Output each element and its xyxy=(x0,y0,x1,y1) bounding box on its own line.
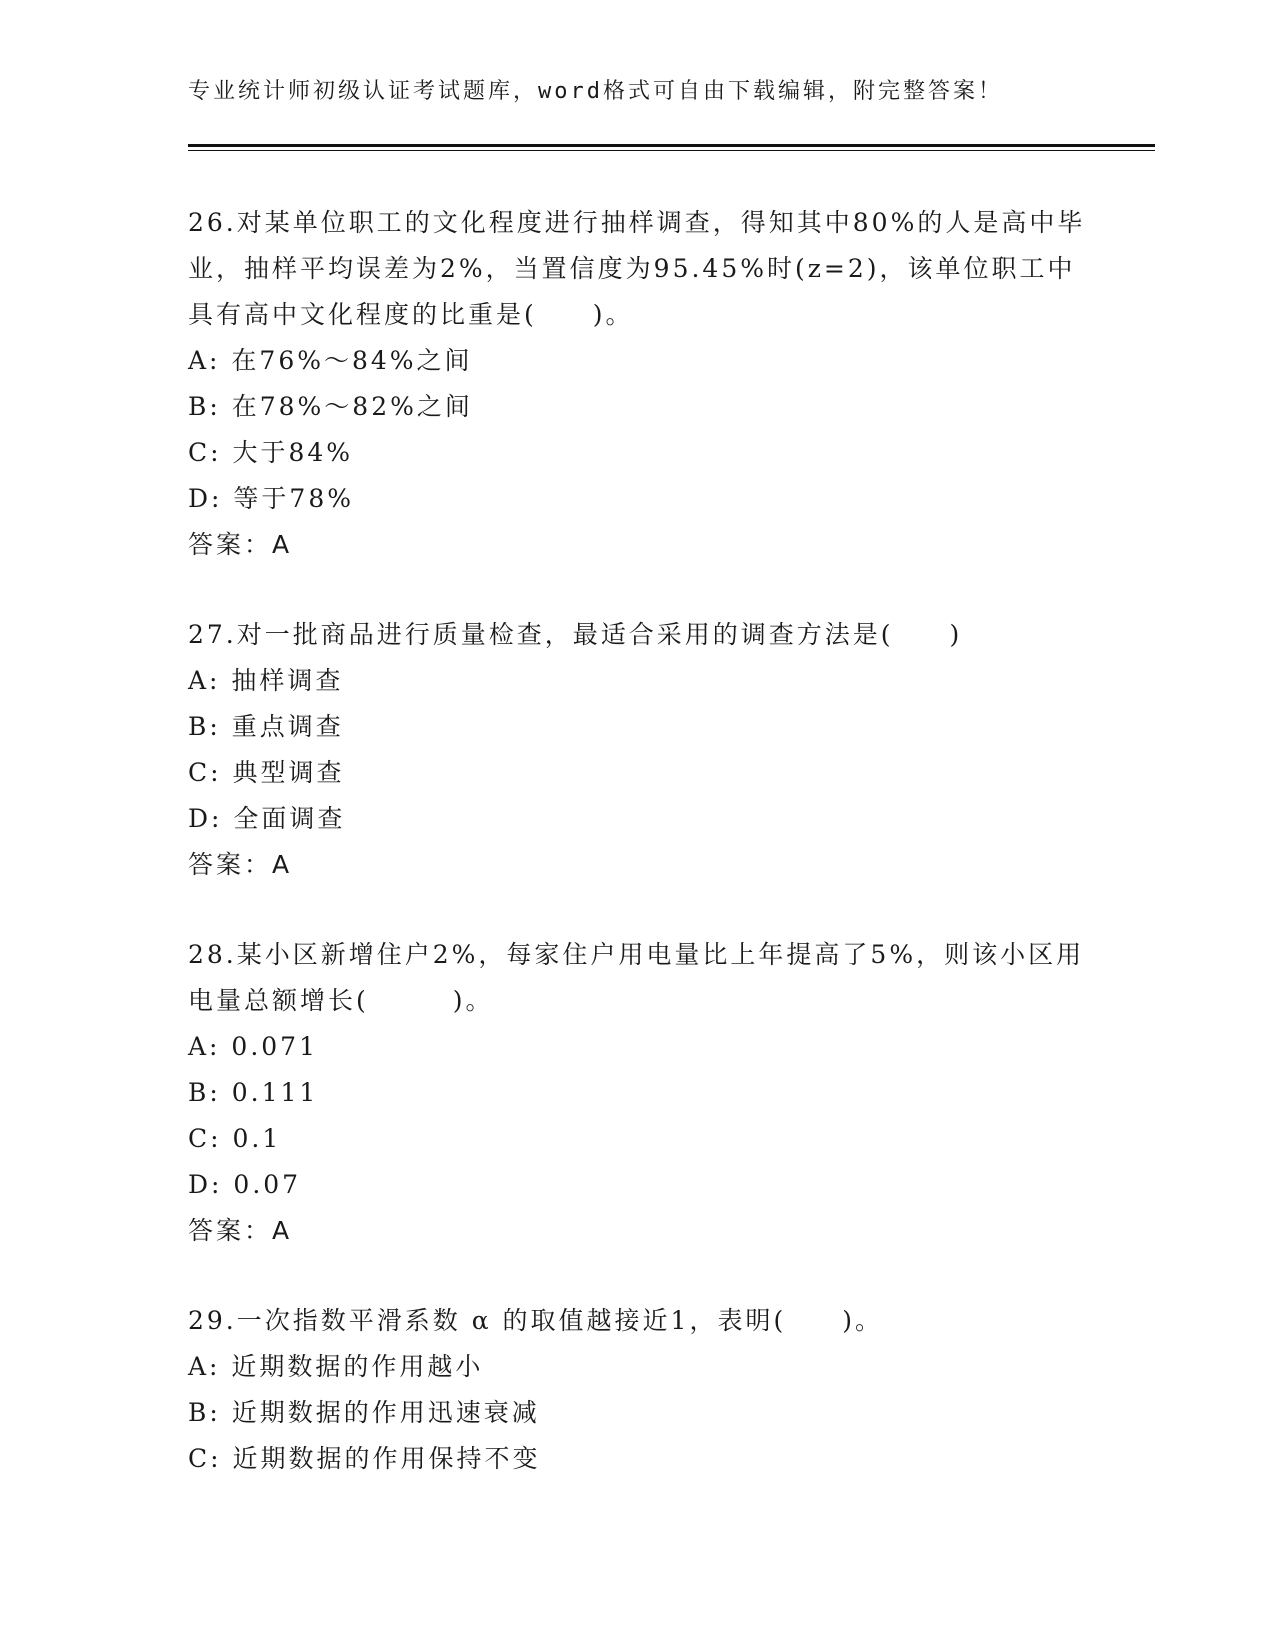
option-c: C: 0.1 xyxy=(188,1124,282,1153)
question-stem: 27.对一批商品进行质量检查，最适合采用的调查方法是( ) xyxy=(188,620,963,649)
question-26 xyxy=(188,200,1088,568)
question-stem: 26.对某单位职工的文化程度进行抽样调查，得知其中80%的人是高中毕业，抽样平均误差为2%，当置信度为95.45%时(z=2)，该单位职工中具有高中文化程度的比重是( )。 xyxy=(188,208,1086,329)
question-28 xyxy=(188,932,1088,1254)
option-d: D: 等于78% xyxy=(188,484,354,513)
option-a: A: 在76%～84%之间 xyxy=(188,346,473,375)
option-a: A: 抽样调查 xyxy=(188,666,344,695)
option-b: B: 0.111 xyxy=(188,1078,319,1107)
option-b: B: 近期数据的作用迅速衰减 xyxy=(188,1398,540,1427)
option-c: C: 大于84% xyxy=(188,438,354,467)
question-stem: 29.一次指数平滑系数 α 的取值越接近1，表明( )。 xyxy=(188,1306,883,1335)
option-b: B: 重点调查 xyxy=(188,712,344,741)
answer: 答案：A xyxy=(188,850,293,879)
option-a: A: 0.071 xyxy=(188,1032,318,1061)
answer: 答案：A xyxy=(188,530,293,559)
header-rule xyxy=(188,144,1155,147)
option-a: A: 近期数据的作用越小 xyxy=(188,1352,484,1381)
question-29 xyxy=(188,1298,1088,1482)
answer: 答案：A xyxy=(188,1216,293,1245)
question-stem: 28.某小区新增住户2%，每家住户用电量比上年提高了5%，则该小区用电量总额增长( )。 xyxy=(188,940,1085,1015)
question-27 xyxy=(188,612,1088,888)
option-c: C: 典型调查 xyxy=(188,758,345,787)
option-d: D: 0.07 xyxy=(188,1170,302,1199)
option-c: C: 近期数据的作用保持不变 xyxy=(188,1444,541,1473)
header-rule-thin xyxy=(188,150,1155,151)
option-b: B: 在78%～82%之间 xyxy=(188,392,473,421)
page-header: 专业统计师初级认证考试题库，word格式可自由下载编辑，附完整答案！ xyxy=(188,79,1003,104)
question-list xyxy=(188,200,1088,1526)
option-d: D: 全面调查 xyxy=(188,804,346,833)
